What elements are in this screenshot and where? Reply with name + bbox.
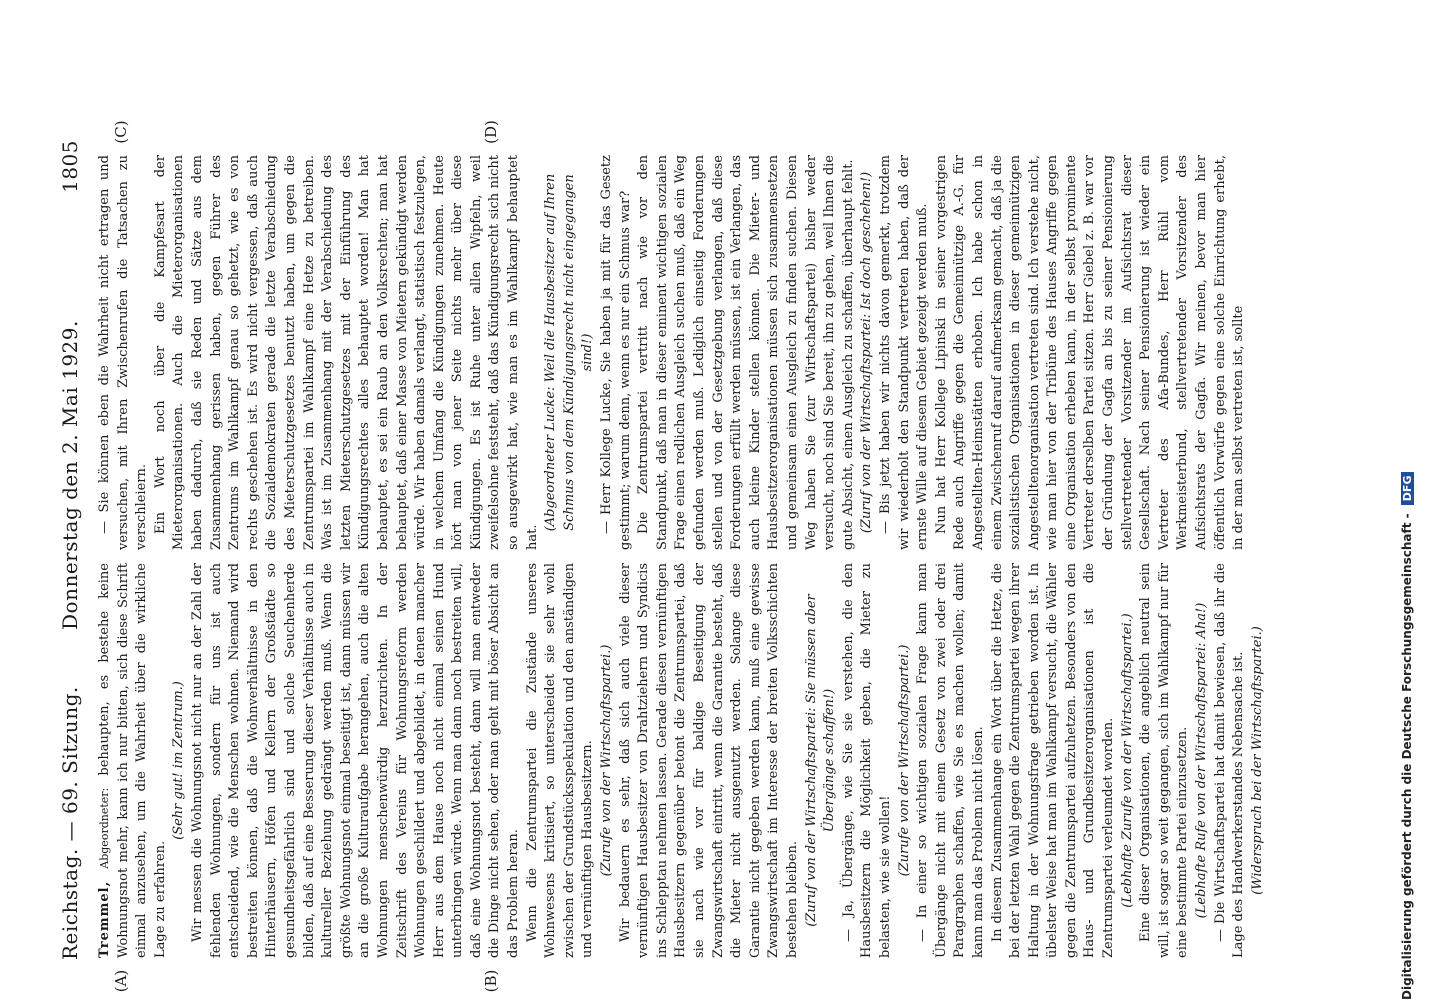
margin-marker-c: (C) xyxy=(112,120,130,144)
digitization-credit xyxy=(1400,0,1424,1000)
speaker-role: Abgeordneter: xyxy=(98,787,111,869)
speech-paragraph: Wir bedauern es sehr, daß sich auch viele dieser vernünftigen Hausbesitzer von Drahtziehern und Syndicis ins Schlepptau nehmen lassen. Gerade diesen vernünftigen Hausbesitzern gegenüber betont die Zentrumspartei, daß sie nach wie vor für baldige Beseitigung der Zwangswirtschaft eintritt, wenn die Garantie besteht, daß die Mieter nicht ausgenutzt werden. Solange diese Garantie nicht gegeben werden kann, muß eine gewisse Zwangswirtschaft im Interesse der breiten Volksschichten bestehen bleiben. xyxy=(617,563,800,958)
interjection: (Lebhafte Zurufe von der Wirtschaftspartei.) xyxy=(1119,613,1135,908)
speech-paragraph: Ein Wort noch über die Kampfesart der Mieterorganisationen. Auch die Mieterorganisationen haben dadurch, daß sie Reden und Sätze aus dem Zusammenhang gerissen haben, gegen Führer des Zentrums im Wahlkampf genau so gehetzt, wie es von rechts geschehen ist. Es wird nicht vergessen, daß auch die Sozialdemokraten gerade die letzte Verabschiedung des Mieterschutzgesetzes benutzt haben, um gegen die Zentrumspartei im Wahlkampf eine Hetze zu betreiben. Was ist im Zusammenhang mit der Verabschiedung des letzten Mieterschutzgesetzes mit der Einführung des Kündigungsrechtes alles behauptet worden! Man hat behauptet, es sei ein Raub an den Volksrechten; man hat behauptet, daß einer Masse von Mietern gekündigt werden würde. Wir haben damals verlangt, statistisch festzulegen, in welchem Umfang die Kündigungen zunehmen. Heute hört man von jener Seite nichts mehr über diese Kündigungen. Es ist Ruhe unter allen Wipfeln, weil zweifelsohne feststeht, daß das Kündigungsrecht sich nicht so ausgewirkt hat, wie man es im Wahlkampf behauptet hat. xyxy=(152,155,540,550)
margin-marker-b: (B) xyxy=(482,969,500,993)
speech-paragraph: — Die Wirtschaftspartei hat damit bewiesen, daß ihr die Lage des Handwerkerstandes Nebensache ist. xyxy=(1212,563,1247,958)
speech-paragraph: — Bis jetzt haben wir nichts davon gemerkt, trotzdem wir wiederholt den Standpunkt vertreten haben, daß der ernste Wille auf diesem Gebiet gezeigt werden muß. xyxy=(877,155,931,550)
speech-paragraph: — Ja, Übergänge, wie Sie sie verstehen, die den Hausbesitzern die Möglichkeit geben, die Mieter zu belasten, wie sie wollen! xyxy=(840,563,893,958)
speaker-name: Tremmel, xyxy=(97,880,112,958)
interjection: (Widerspruch bei der Wirtschaftspartei.) xyxy=(1249,626,1265,895)
speech-paragraph: Wir messen die Wohnungsnot nicht nur an der Zahl der fehlenden Wohnungen, sondern für uns ist auch entscheidend, wie die Menschen wohnen. Niemand wird bestreiten können, daß die Wohnverhältnisse in den Hinterhäusern, Höfen und Kellern der Großstädte so gesundheitsgefährlich sind und solche Seuchenherde bilden, daß auf eine Besserung dieser Verhältnisse auch in kultureller Beziehung gedrängt werden muß. Wenn die größte Wohnungsnot einmal beseitigt ist, dann müssen wir an die große Kulturaufgabe herangehen, auch die alten Wohnungen menschenwürdig herzurichten. In der Zeitschrift des Vereins für Wohnungsreform werden Wohnungen geschildert und abgebildet, in denen mancher Herr aus dem Hause noch nicht einmal seinen Hund unterbringen würde. Wenn man dann noch bestreiten will, daß eine Wohnungsnot besteht, dann will man entweder die Dinge nicht sehen, oder man geht mit böser Absicht an das Problem heran. xyxy=(189,563,522,958)
interjection: (Lebhafte Rufe von der Wirtschaftspartei: Aha!) xyxy=(1194,602,1210,919)
page-number: 1805 xyxy=(58,140,82,193)
speech-paragraph: In diesem Zusammenhange ein Wort über die Hetze, die bei der letzten Wahl gegen die Zentrumspartei wegen ihrer Haltung in der Wohnungsfrage getrieben worden ist. In übelster Weise hat man im Wahlkampf versucht, die Wähler gegen die Zentrumspartei aufzuhetzen. Besonders von den Haus- und Grundbesitzerorganisationen ist die Zentrumspartei verleumdet worden. xyxy=(989,563,1117,958)
interjection: (Abgeordneter Lucke: Weil die Hausbesitzer auf Ihren Schmus von dem Kündigungsrecht nicht eingegangen sind!) xyxy=(543,173,596,532)
credit-text: Digitalisierung gefördert durch die Deutsche Forschungsgemeinschaft - xyxy=(1400,513,1414,1000)
right-column xyxy=(96,155,1247,550)
speech-paragraph: — Sie können eben die Wahrheit nicht ertragen und versuchen, mit Ihren Zwischenrufen die Tatsachen zu verschleiern. xyxy=(97,155,150,550)
interjection: (Zurufe von der Wirtschaftspartei.) xyxy=(896,644,912,877)
margin-marker-d: (D) xyxy=(482,120,500,144)
speech-paragraph: — Herr Kollege Lucke, Sie haben ja mit für das Gesetz gestimmt; warum denn, wenn es nur ein Schmus war? xyxy=(599,155,633,550)
interjection: (Zuruf von der Wirtschaftspartei: Ist doch geschehen!) xyxy=(859,171,875,534)
left-column xyxy=(96,563,1265,958)
speech-paragraph xyxy=(96,563,170,958)
speech-paragraph: — In einer so wichtigen sozialen Frage kann man Übergänge nicht mit einem Gesetz von zwei oder drei Paragraphen schaffen, wie Sie es machen wollen; damit kann man das Problem nicht lösen. xyxy=(915,563,986,958)
dfg-badge: DFG xyxy=(1401,472,1414,506)
margin-marker-a: (A) xyxy=(112,969,130,993)
speech-paragraph: Wenn die Zentrumspartei die Zustände unseres Wohnwesens kritisiert, so unterscheidet sie sehr wohl zwischen der Grundstücksspekulation und den anständigen und vernünftigen Hausbesitzern. xyxy=(524,563,596,958)
speech-paragraph: Eine dieser Organisationen, die angeblich neutral sein will, ist sogar so weit gegangen, sich im Wahlkampf nur für eine bestimmte Partei einzusetzen. xyxy=(1138,563,1191,958)
speech-paragraph: Die Zentrumspartei vertritt nach wie vor den Standpunkt, daß man in dieser eminent wichtigen sozialen Frage einen redlichen Ausgleich suchen muß, daß ein Weg gefunden werden muß. Lediglich einseitig Forderungen stellen und von der Gesetzgebung verlangen, daß diese Forderungen erfüllt werden müssen, ist ein Verlangen, das auch kleine Kinder stellen können. Die Mieter- und Hausbesitzerorganisationen müssen sich zusammensetzen und gemeinsam einen Ausgleich zu finden suchen. Diesen Weg haben Sie (zur Wirtschaftspartei) bisher weder versucht, noch sind Sie bereit, ihn zu gehen, weil Ihnen die gute Absicht, einen Ausgleich zu schaffen, überhaupt fehlt. xyxy=(636,155,856,550)
header-left: Reichstag. — 69. Sitzung. xyxy=(58,686,82,960)
interjection: (Sehr gut! im Zentrum.) xyxy=(171,681,187,840)
header-date: Donnerstag den 2. Mai 1929. xyxy=(58,320,82,630)
page-header xyxy=(52,140,92,1000)
interjection: (Zuruf von der Wirtschaftspartei: Sie müssen aber Übergänge schaffen!) xyxy=(803,594,838,927)
interjection: (Zurufe von der Wirtschaftspartei.) xyxy=(599,644,615,877)
paragraph-text: behaupten, es bestehe keine Wohnungsnot mehr, kann ich nur bitten, sich diese Schrift einmal anzusehen, um die Wahrheit über die wirkliche Lage zu erfahren. xyxy=(97,563,168,958)
document-page xyxy=(52,120,1265,1000)
speech-paragraph: Nun hat Herr Kollege Lipinski in seiner vorgestrigen Rede auch Angriffe gegen die Gemeinnützige A.-G. für Angestellten-Heimstätten erhoben. Ich habe schon in einem Zwischenruf darauf aufmerksam gemacht, daß ja die sozialistischen Organisationen in dieser gemeinnützigen Angestelltenorganisation vertreten sind. Ich verstehe nicht, wie man hier von der Tribüne des Hauses Angriffe gegen eine Organisation erheben kann, in der selbst prominente Vertreter derselben Partei sitzen. Herr Giebel z. B. war vor der Gründung der Gagfa an bis zu seiner Pensionierung stellvertretender Vorsitzender im Aufsichtsrat dieser Gesellschaft. Nach seiner Pensionierung ist wieder ein Vertreter des Afa-Bundes, Herr Rühl vom Werkmeisterbund, stellvertretender Vorsitzender des Aufsichtsrats der Gagfa. Wir meinen, bevor man hier öffentlich Vorwürfe gegen eine solche Einrichtung erhebt, in der man selbst vertreten ist, sollte xyxy=(933,155,1247,550)
